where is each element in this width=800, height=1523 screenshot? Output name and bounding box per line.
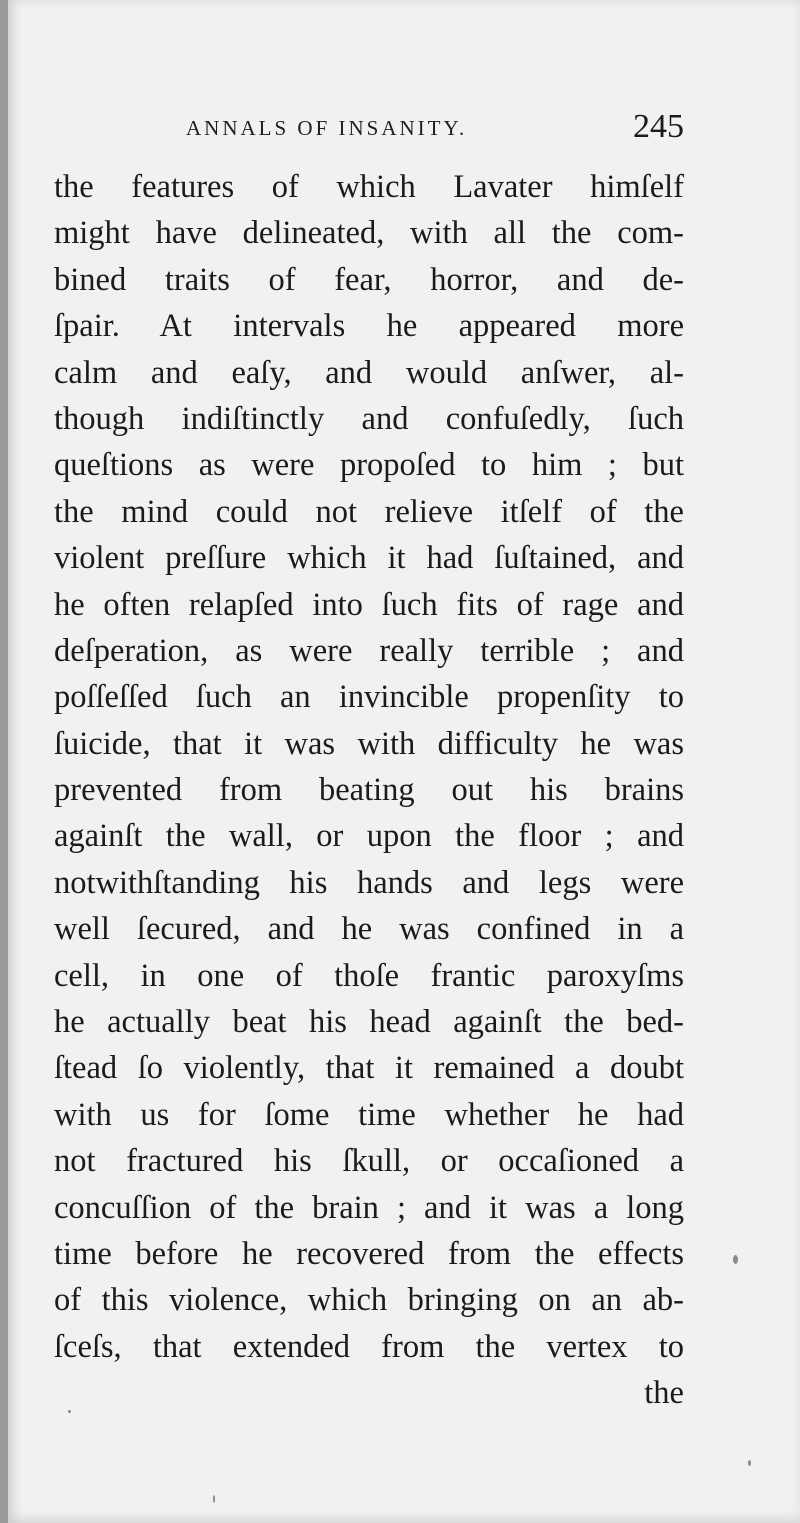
running-head: ANNALS OF INSANITY. xyxy=(186,116,468,140)
text-line: bined traits of fear, horror, and de- xyxy=(54,261,684,298)
catchword: the xyxy=(644,1375,684,1412)
text-line: violent preſſure which it had ſuſtained, and xyxy=(54,540,684,577)
paper-speck xyxy=(733,1255,738,1264)
text-line: though indiſtinctly and confuſedly, ſuch xyxy=(54,400,684,437)
text-line: ſtead ſo violently, that it remained a doubt xyxy=(54,1050,684,1087)
text-line: ſceſs, that extended from the vertex to xyxy=(54,1328,684,1365)
text-line: queſtions as were propoſed to him ; but xyxy=(54,447,684,484)
text-line: with us for ſome time whether he had xyxy=(54,1096,684,1133)
text-line: of this violence, which bringing on an ab- xyxy=(54,1282,684,1319)
paper-speck xyxy=(748,1460,751,1466)
text-line: poſſeſſed ſuch an invincible propenſity to xyxy=(54,679,684,716)
text-line: againſt the wall, or upon the floor ; and xyxy=(54,818,684,855)
text-line: he actually beat his head againſt the bed- xyxy=(54,1004,684,1041)
text-line: he often relapſed into ſuch fits of rage and xyxy=(54,586,684,623)
text-line: calm and eaſy, and would anſwer, al- xyxy=(54,354,684,391)
text-line: deſperation, as were really terrible ; and xyxy=(54,632,684,669)
text-line: cell, in one of thoſe frantic paroxyſms xyxy=(54,957,684,994)
body-text xyxy=(54,164,684,1417)
page-header xyxy=(178,110,688,150)
text-line: not fractured his ſkull, or occaſioned a xyxy=(54,1143,684,1180)
paper-speck xyxy=(68,1410,71,1413)
text-line: ſpair. At intervals he appeared more xyxy=(54,308,684,345)
page-number: 245 xyxy=(633,108,684,145)
paper-speck xyxy=(213,1495,215,1503)
text-line: time before he recovered from the effects xyxy=(54,1235,684,1272)
book-page xyxy=(8,0,800,1523)
book-spine-shadow xyxy=(0,0,8,1523)
text-line: ſuicide, that it was with difficulty he was xyxy=(54,725,684,762)
text-line: the mind could not relieve itſelf of the xyxy=(54,493,684,530)
text-line: well ſecured, and he was confined in a xyxy=(54,911,684,948)
text-line: notwithſtanding his hands and legs were xyxy=(54,864,684,901)
text-line: might have delineated, with all the com- xyxy=(54,215,684,252)
text-line: the features of which Lavater himſelf xyxy=(54,169,684,205)
text-line: concuſſion of the brain ; and it was a long xyxy=(54,1189,684,1226)
text-line: prevented from beating out his brains xyxy=(54,772,684,809)
